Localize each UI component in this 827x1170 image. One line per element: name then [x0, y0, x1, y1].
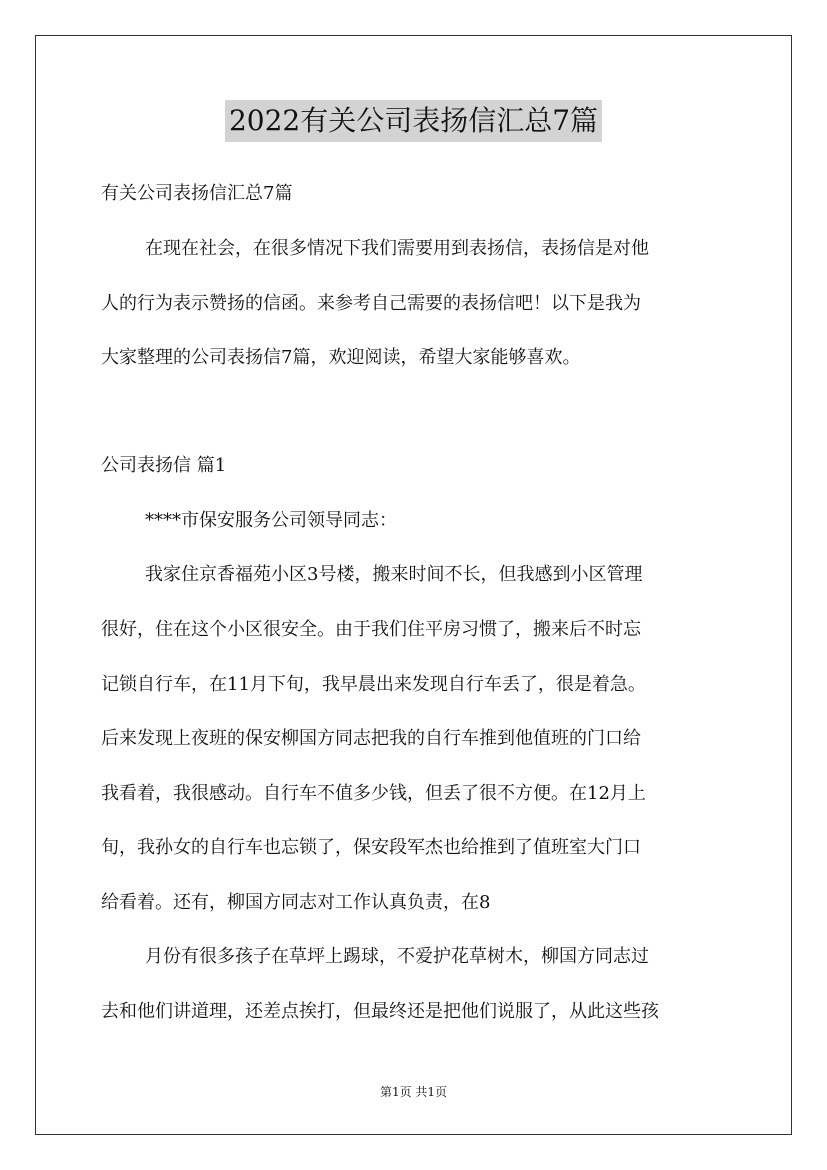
document-title: 2022有关公司表扬信汇总7篇	[225, 100, 602, 142]
intro-line-1: 在现在社会，在很多情况下我们需要用到表扬信，表扬信是对他	[145, 238, 649, 259]
body-line-7: 给看着。还有，柳国方同志对工作认真负责，在8	[101, 892, 491, 913]
body-line-8: 月份有很多孩子在草坪上踢球，不爱护花草树木，柳国方同志过	[145, 946, 649, 967]
body-line-2: 很好，住在这个小区很安全。由于我们住平房习惯了，搬来后不时忘	[101, 619, 641, 640]
body-line-6: 旬，我孙女的自行车也忘锁了，保安段军杰也给推到了值班室大门口	[101, 837, 641, 858]
letter-salutation: ****市保安服务公司领导同志：	[145, 510, 397, 531]
title-container	[0, 100, 827, 142]
intro-line-3: 大家整理的公司表扬信7篇，欢迎阅读，希望大家能够喜欢。	[101, 347, 581, 368]
body-line-9: 去和他们讲道理，还差点挨打，但最终还是把他们说服了，从此这些孩	[101, 1001, 659, 1022]
page-footer: 第1页 共1页	[379, 1085, 448, 1099]
document-subtitle: 有关公司表扬信汇总7篇	[101, 183, 293, 204]
body-line-4: 后来发现上夜班的保安柳国方同志把我的自行车推到他值班的门口给	[101, 728, 641, 749]
body-line-3: 记锁自行车，在11月下旬，我早晨出来发现自行车丢了，很是着急。	[101, 674, 646, 695]
section-heading: 公司表扬信 篇1	[101, 455, 227, 476]
body-line-5: 我看着，我很感动。自行车不值多少钱，但丢了很不方便。在12月上	[101, 783, 646, 804]
intro-line-2: 人的行为表示赞扬的信函。来参考自己需要的表扬信吧！以下是我为	[101, 293, 641, 314]
body-line-1: 我家住京香福苑小区3号楼，搬来时间不长，但我感到小区管理	[145, 564, 643, 585]
